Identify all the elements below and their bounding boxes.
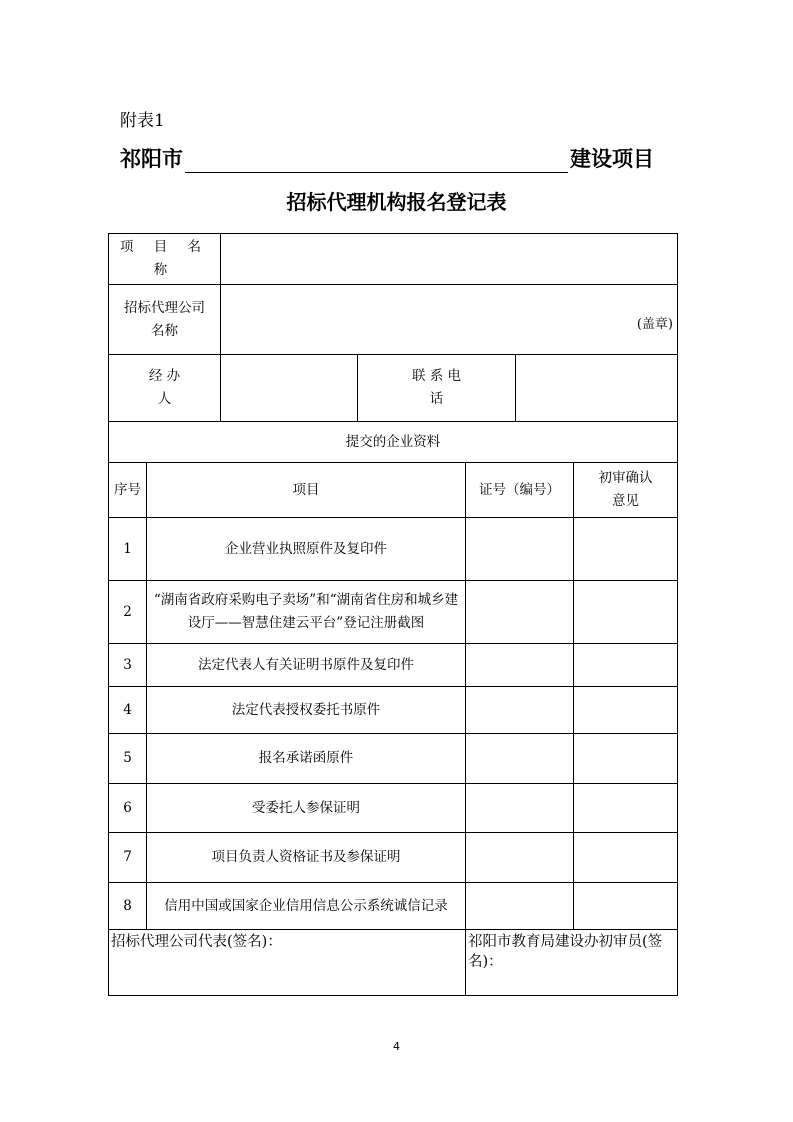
row-item: 受委托人参保证明 — [147, 784, 466, 833]
contact-row — [109, 355, 678, 422]
row-review-field[interactable] — [574, 687, 678, 734]
table-row — [109, 644, 678, 687]
row-cert-field[interactable] — [466, 784, 574, 833]
agency-name-field[interactable] — [221, 285, 678, 355]
table-row — [109, 833, 678, 883]
row-item: 信用中国或国家企业信用信息公示系统诚信记录 — [147, 883, 466, 930]
row-seq: 3 — [109, 644, 147, 687]
phone-field[interactable] — [516, 355, 678, 422]
materials-header-row — [109, 422, 678, 463]
project-name-field[interactable] — [221, 234, 678, 285]
row-seq: 2 — [109, 581, 147, 644]
row-seq: 4 — [109, 687, 147, 734]
row-review-field[interactable] — [574, 784, 678, 833]
row-cert-field[interactable] — [466, 734, 574, 784]
row-review-field[interactable] — [574, 644, 678, 687]
row-cert-field[interactable] — [466, 518, 574, 581]
row-item: “湖南省政府采购电子卖场”和“湖南省住房和城乡建设厅——智慧住建云平台”登记注册截图 — [147, 581, 466, 644]
row-seq: 6 — [109, 784, 147, 833]
registration-form — [108, 233, 678, 996]
row-cert-field[interactable] — [466, 581, 574, 644]
handler-field[interactable] — [221, 355, 358, 422]
project-name-row — [109, 234, 678, 285]
col-cert-header: 证号（编号） — [466, 463, 574, 518]
row-review-field[interactable] — [574, 581, 678, 644]
agent-signature-field[interactable]: 招标代理公司代表(签名)： — [109, 930, 466, 996]
row-cert-field[interactable] — [466, 644, 574, 687]
row-review-field[interactable] — [574, 833, 678, 883]
row-review-field[interactable] — [574, 518, 678, 581]
phone-label: 联 系 电 话 — [358, 355, 516, 422]
document-title: 招标代理机构报名登记表 — [286, 190, 507, 214]
agency-row — [109, 285, 678, 355]
row-seq: 8 — [109, 883, 147, 930]
seal-note: (盖章) — [636, 317, 674, 332]
table-row — [109, 518, 678, 581]
form-headline — [120, 143, 665, 173]
row-item: 法定代表人有关证明书原件及复印件 — [147, 644, 466, 687]
table-row — [109, 687, 678, 734]
annex-label: 附表1 — [120, 111, 165, 131]
headline-suffix: 建设项目 — [570, 147, 654, 171]
row-cert-field[interactable] — [466, 883, 574, 930]
row-seq: 5 — [109, 734, 147, 784]
handler-label: 经 办 人 — [109, 355, 221, 422]
materials-header: 提交的企业资料 — [109, 422, 678, 463]
table-row — [109, 883, 678, 930]
agency-label: 招标代理公司 名称 — [109, 285, 221, 355]
row-item: 报名承诺函原件 — [147, 734, 466, 784]
row-seq: 1 — [109, 518, 147, 581]
col-item-header: 项目 — [147, 463, 466, 518]
row-item: 法定代表授权委托书原件 — [147, 687, 466, 734]
table-row — [109, 784, 678, 833]
row-seq: 7 — [109, 833, 147, 883]
row-item: 项目负责人资格证书及参保证明 — [147, 833, 466, 883]
reviewer-signature-field[interactable]: 祁阳市教育局建设办初审员(签名)： — [466, 930, 678, 996]
table-row — [109, 734, 678, 784]
row-review-field[interactable] — [574, 883, 678, 930]
headline-prefix: 祁阳市 — [120, 147, 183, 171]
row-item: 企业营业执照原件及复印件 — [147, 518, 466, 581]
column-header-row — [109, 463, 678, 518]
project-name-label: 项 目 名 称 — [109, 234, 221, 285]
project-name-blank — [185, 148, 568, 173]
row-cert-field[interactable] — [466, 833, 574, 883]
col-review-header: 初审确认 意见 — [574, 463, 678, 518]
row-cert-field[interactable] — [466, 687, 574, 734]
col-seq-header: 序号 — [109, 463, 147, 518]
row-review-field[interactable] — [574, 734, 678, 784]
page-number: 4 — [393, 1040, 400, 1053]
table-row — [109, 581, 678, 644]
signature-row — [109, 930, 678, 996]
